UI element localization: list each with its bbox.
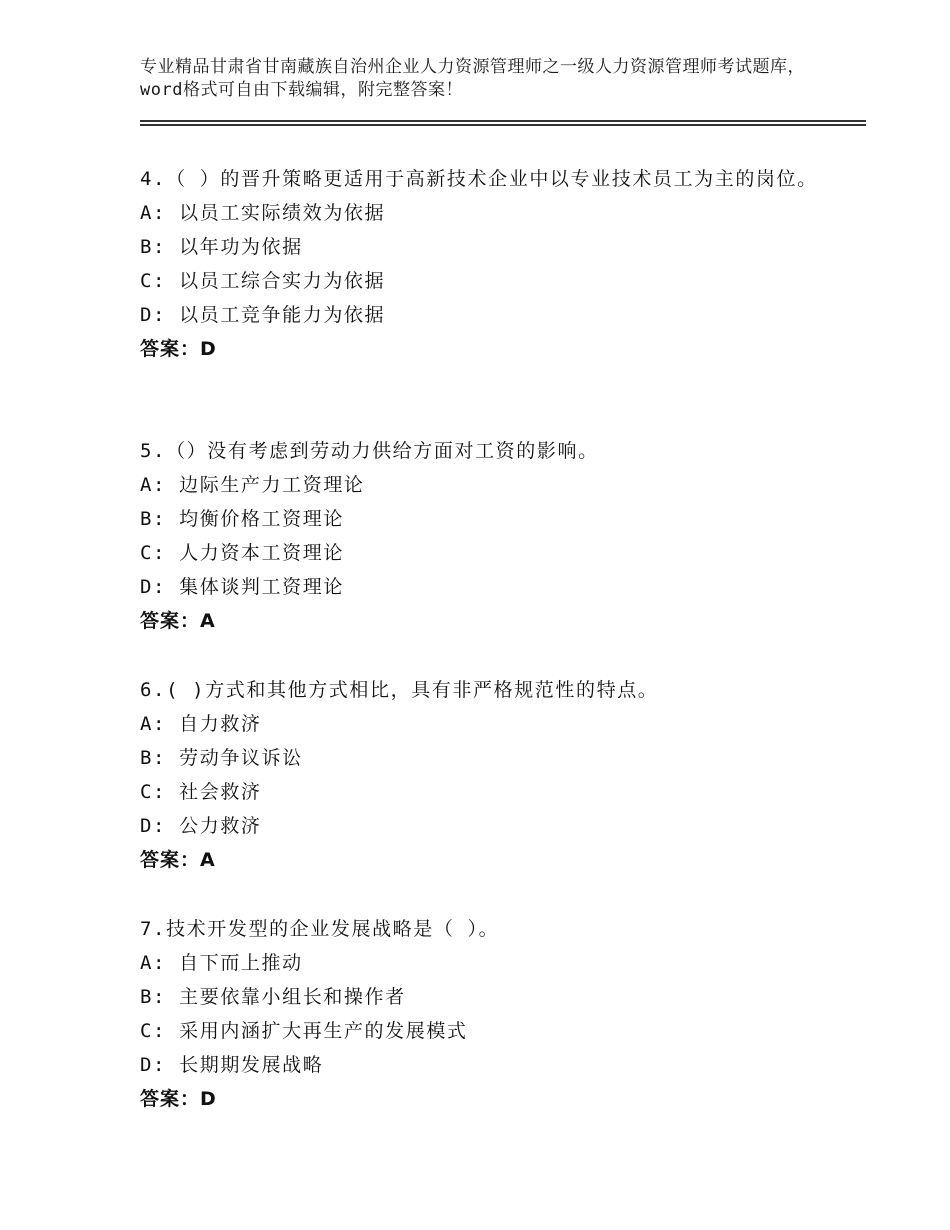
option-c: C: 采用内涵扩大再生产的发展模式 bbox=[140, 1020, 468, 1042]
option-d: D: 集体谈判工资理论 bbox=[140, 576, 344, 598]
question-7 bbox=[140, 912, 830, 1116]
question-6 bbox=[140, 673, 830, 877]
option-d: D: 以员工竞争能力为依据 bbox=[140, 304, 386, 326]
option-a: A: 自力救济 bbox=[140, 713, 262, 735]
question-stem: 4.（ ）的晋升策略更适用于高新技术企业中以专业技术员工为主的岗位。 bbox=[140, 168, 818, 190]
question-stem: 5.（）没有考虑到劳动力供给方面对工资的影响。 bbox=[140, 440, 599, 462]
answer-label: 答案：A bbox=[140, 849, 216, 871]
option-b: B: 均衡价格工资理论 bbox=[140, 508, 344, 530]
question-4 bbox=[140, 162, 830, 366]
option-a: A: 以员工实际绩效为依据 bbox=[140, 202, 386, 224]
option-d: D: 长期期发展战略 bbox=[140, 1054, 324, 1076]
answer-label: 答案：D bbox=[140, 1088, 217, 1110]
document-header: 专业精品甘肃省甘南藏族自治州企业人力资源管理师之一级人力资源管理师考试题库，word格式可自由下载编辑，附完整答案！ bbox=[140, 57, 805, 100]
option-c: C: 社会救济 bbox=[140, 781, 262, 803]
option-b: B: 劳动争议诉讼 bbox=[140, 747, 303, 769]
option-a: A: 边际生产力工资理论 bbox=[140, 474, 365, 496]
question-5 bbox=[140, 434, 830, 638]
question-stem: 6.( )方式和其他方式相比，具有非严格规范性的特点。 bbox=[140, 679, 659, 701]
answer-label: 答案：A bbox=[140, 610, 216, 632]
header-divider bbox=[140, 120, 866, 126]
option-c: C: 以员工综合实力为依据 bbox=[140, 270, 386, 292]
question-stem: 7.技术开发型的企业发展战略是（ ）。 bbox=[140, 918, 500, 940]
option-b: B: 以年功为依据 bbox=[140, 236, 303, 258]
option-d: D: 公力救济 bbox=[140, 815, 262, 837]
option-a: A: 自下而上推动 bbox=[140, 952, 303, 974]
answer-label: 答案：D bbox=[140, 338, 217, 360]
option-c: C: 人力资本工资理论 bbox=[140, 542, 344, 564]
option-b: B: 主要依靠小组长和操作者 bbox=[140, 986, 406, 1008]
